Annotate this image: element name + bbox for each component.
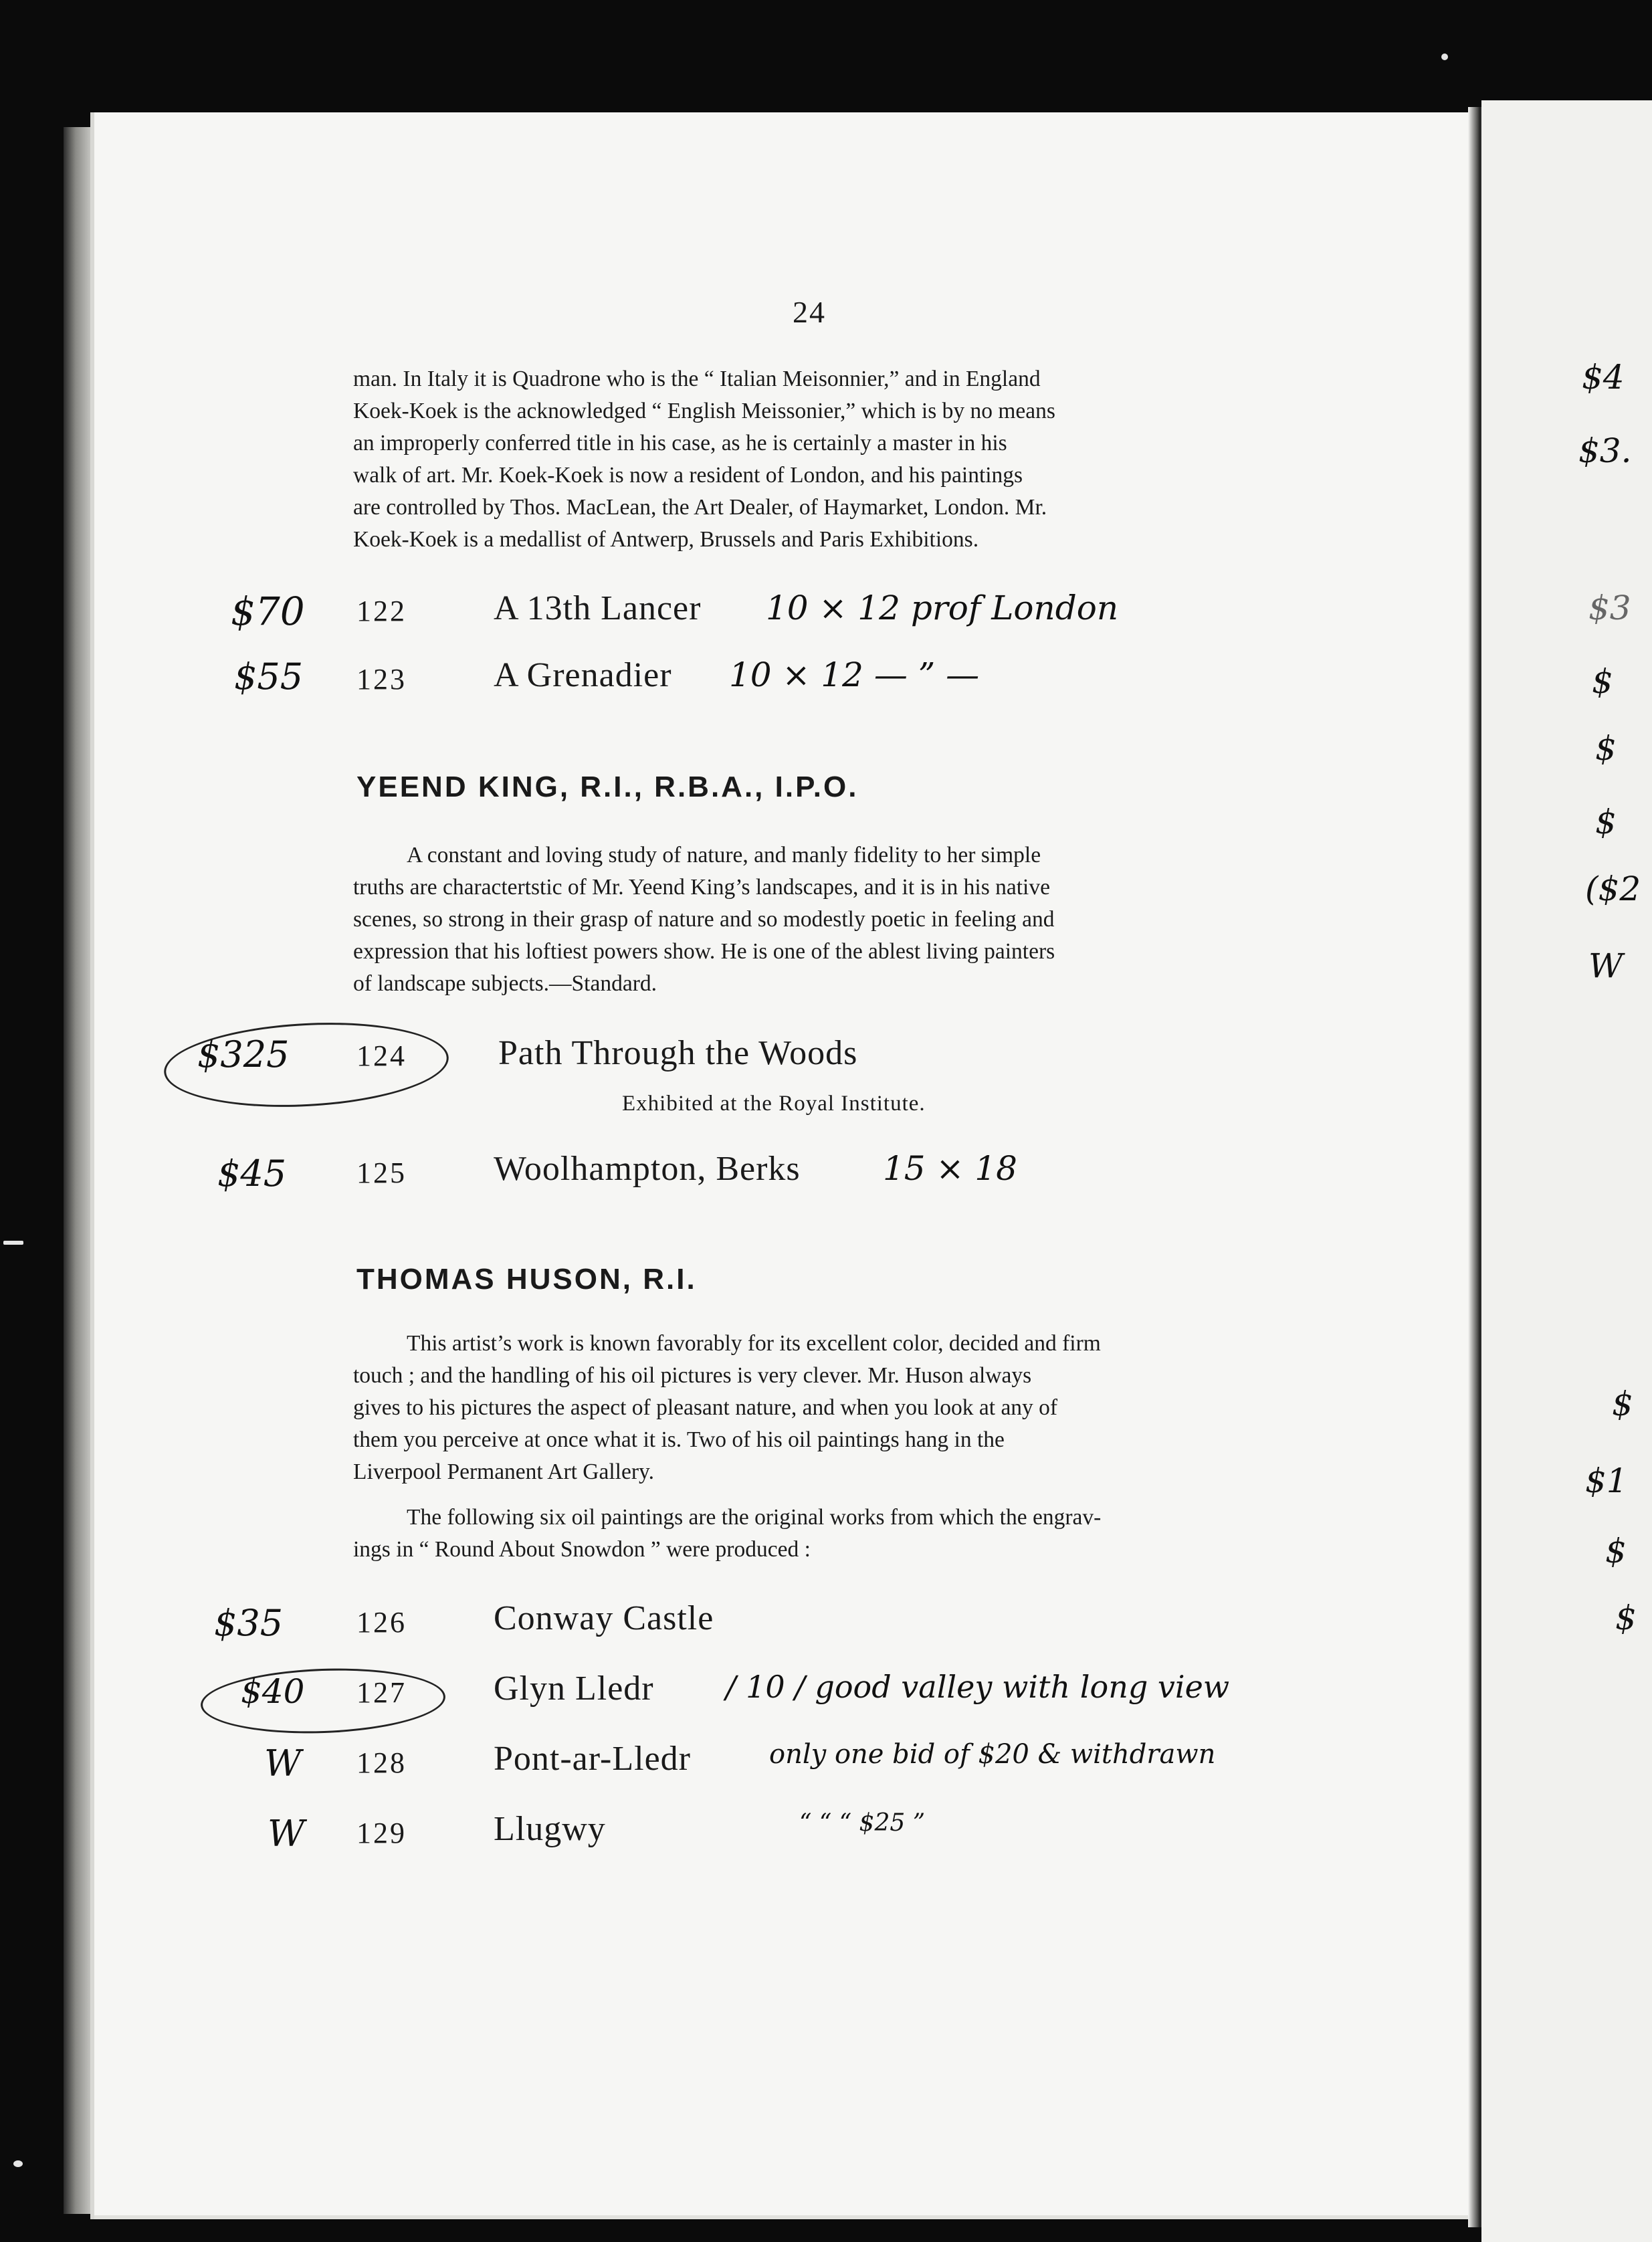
handwritten-price: $45: [217, 1152, 287, 1195]
adjacent-handwritten-mark: $: [1595, 729, 1617, 768]
lot-title: Conway Castle: [494, 1599, 714, 1637]
adjacent-handwritten-mark: $: [1595, 803, 1617, 841]
artist-paragraph: [353, 1502, 1260, 1566]
lot-number: 128: [356, 1746, 407, 1779]
artist-paragraph: [353, 839, 1260, 1000]
text-line: an improperly conferred title in his case, as he is certainly a master in his: [353, 431, 1007, 455]
text-line: A constant and loving study of nature, and manly fidelity to her simple: [407, 843, 1041, 868]
text-line: truths are charactertstic of Mr. Yeend King’s landscapes, and it is in his native: [353, 875, 1050, 900]
lot-row: [0, 1739, 1652, 1786]
handwritten-annotation: / 10 / good valley with long view: [726, 1669, 1230, 1705]
intro-paragraph: [353, 363, 1260, 556]
lot-number: 122: [356, 595, 407, 627]
lot-title: Llugwy: [494, 1810, 606, 1848]
handwritten-annotation: 10 × 12 — ” —: [729, 655, 980, 694]
lot-row: [0, 1599, 1652, 1645]
lot-row: [0, 1669, 1652, 1716]
handwritten-price: $325: [197, 1033, 290, 1076]
text-line: scenes, so strong in their grasp of nature and so modestly poetic in feeling and: [353, 907, 1055, 932]
exhibition-note: Exhibited at the Royal Institute.: [622, 1092, 926, 1116]
page-number: 24: [793, 295, 826, 329]
artist-heading: YEEND KING, R.I., R.B.A., I.P.O.: [356, 771, 859, 803]
text-line: of landscape subjects.—Standard.: [353, 971, 657, 996]
adjacent-handwritten-mark: $: [1592, 662, 1613, 701]
lot-title: Woolhampton, Berks: [494, 1150, 801, 1188]
artist-heading: THOMAS HUSON, R.I.: [356, 1263, 697, 1296]
lot-row: [0, 1033, 1652, 1080]
handwritten-price: W: [268, 1813, 305, 1855]
handwritten-price: W: [264, 1742, 302, 1785]
lot-title: A 13th Lancer: [494, 589, 702, 627]
dust-speck: [3, 1241, 23, 1245]
adjacent-handwritten-mark: ($2: [1585, 870, 1641, 908]
lot-number: 125: [356, 1156, 407, 1189]
handwritten-annotation: only one bid of $20 & withdrawn: [769, 1739, 1216, 1770]
lot-row: [0, 1809, 1652, 1856]
lot-title: A Grenadier: [494, 656, 672, 694]
text-line: This artist’s work is known favorably for its excellent color, decided and firm: [407, 1331, 1101, 1356]
text-line: Koek-Koek is a medallist of Antwerp, Brussels and Paris Exhibitions.: [353, 527, 979, 552]
adjacent-handwritten-mark: $3.: [1578, 431, 1632, 470]
handwritten-price: $70: [231, 589, 305, 634]
handwritten-annotation: 10 × 12 prof London: [766, 589, 1119, 627]
lot-title: Glyn Lledr: [494, 1669, 654, 1708]
lot-number: 129: [356, 1817, 407, 1849]
adjacent-handwritten-mark: $: [1615, 1599, 1637, 1637]
text-line: gives to his pictures the aspect of pleasant nature, and when you look at any of: [353, 1395, 1058, 1420]
text-line: ings in “ Round About Snowdon ” were produced :: [353, 1537, 811, 1562]
text-line: Liverpool Permanent Art Gallery.: [353, 1459, 654, 1484]
adjacent-handwritten-mark: $3: [1588, 589, 1631, 627]
adjacent-handwritten-mark: W: [1588, 946, 1623, 985]
text-line: walk of art. Mr. Koek-Koek is now a resident of London, and his paintings: [353, 463, 1023, 488]
lot-title: Pont-ar-Lledr: [494, 1740, 691, 1778]
handwritten-annotation: “ “ “ $25 ”: [799, 1809, 926, 1837]
dust-speck: [1441, 54, 1448, 60]
handwritten-annotation: 15 × 18: [883, 1149, 1017, 1188]
text-line: them you perceive at once what it is. Two of his oil paintings hang in the: [353, 1427, 1005, 1452]
text-line: expression that his loftiest powers show. He is one of the ablest living painters: [353, 939, 1055, 964]
text-line: man. In Italy it is Quadrone who is the “ Italian Meisonnier,” and in England: [353, 367, 1041, 391]
lot-row: [0, 655, 1652, 702]
lot-row: [0, 589, 1652, 635]
text-line: are controlled by Thos. MacLean, the Art Dealer, of Haymarket, London. Mr.: [353, 495, 1047, 520]
adjacent-handwritten-mark: $1: [1585, 1461, 1628, 1500]
handwritten-price: $40: [241, 1672, 305, 1711]
lot-number: 126: [356, 1606, 407, 1639]
adjacent-handwritten-mark: $: [1612, 1385, 1633, 1423]
lot-title: Path Through the Woods: [498, 1034, 858, 1072]
lot-number: 123: [356, 663, 407, 696]
handwritten-price: $55: [234, 655, 304, 698]
text-line: Koek-Koek is the acknowledged “ English Meissonier,” which is by no means: [353, 399, 1055, 423]
handwritten-price: $35: [214, 1602, 284, 1644]
adjacent-handwritten-mark: $: [1605, 1532, 1627, 1570]
lot-number: 124: [356, 1039, 407, 1072]
artist-paragraph: [353, 1328, 1260, 1488]
text-line: touch ; and the handling of his oil pictures is very clever. Mr. Huson always: [353, 1363, 1032, 1388]
adjacent-handwritten-mark: $4: [1582, 358, 1625, 397]
lot-number: 127: [356, 1676, 407, 1709]
lot-row: [0, 1149, 1652, 1196]
dust-speck: [13, 2160, 23, 2167]
text-line: The following six oil paintings are the original works from which the engrav-: [407, 1505, 1102, 1530]
